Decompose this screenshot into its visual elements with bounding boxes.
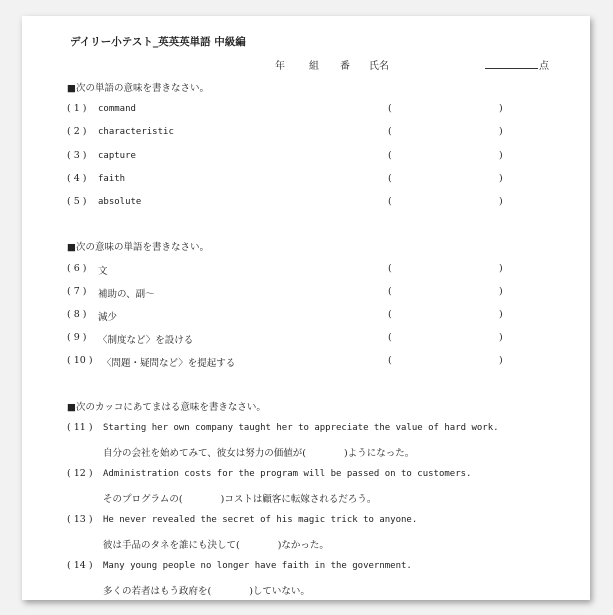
question-number: ( 8 ): [67, 309, 87, 320]
answer-paren-close: ): [499, 355, 503, 366]
question-meaning: 文: [98, 266, 108, 277]
japanese-sentence[interactable]: 彼は手品のタネを誰にも決して( )なかった。: [103, 540, 329, 551]
answer-field[interactable]: [396, 330, 496, 344]
japanese-sentence[interactable]: 自分の会社を始めてみて、彼女は努力の価値が( )ようになった。: [103, 448, 415, 459]
section3-heading: ■次のカッコにあてまはる意味を書きなさい。: [67, 402, 266, 413]
score-label: 点: [539, 61, 549, 72]
question-meaning: 〈問題・疑問など〉を提起する: [102, 358, 236, 369]
question-meaning: 〈制度など〉を設ける: [98, 335, 194, 346]
question-meaning: 補助の、副～: [98, 289, 155, 300]
question-word: absolute: [98, 197, 142, 207]
question-word: command: [98, 104, 136, 114]
score-blank[interactable]: [485, 58, 538, 69]
question-number: ( 1 ): [67, 103, 87, 114]
answer-field[interactable]: [396, 261, 496, 275]
answer-field[interactable]: [396, 101, 496, 115]
question-number: ( 7 ): [67, 286, 87, 297]
answer-paren-close: ): [499, 196, 503, 207]
answer-paren-open: (: [388, 173, 392, 184]
answer-paren-close: ): [499, 332, 503, 343]
number-label: 番: [340, 61, 350, 72]
year-label: 年: [275, 61, 285, 72]
question-number: ( 12 ): [67, 468, 93, 479]
question-number: ( 2 ): [67, 126, 87, 137]
answer-paren-open: (: [388, 263, 392, 274]
english-sentence: Starting her own company taught her to appreciate the value of hard work.: [103, 423, 499, 433]
question-number: ( 6 ): [67, 263, 87, 274]
answer-paren-open: (: [388, 150, 392, 161]
japanese-sentence[interactable]: そのプログラムの( )コストは顧客に転嫁されるだろう。: [103, 494, 377, 505]
answer-paren-close: ): [499, 103, 503, 114]
answer-paren-open: (: [388, 103, 392, 114]
section1-heading: ■次の単語の意味を書きなさい。: [67, 83, 209, 94]
question-number: ( 10 ): [67, 355, 93, 366]
name-label: 氏名: [369, 61, 389, 72]
section2-heading: ■次の意味の単語を書きなさい。: [67, 242, 209, 253]
answer-paren-close: ): [499, 263, 503, 274]
worksheet-title: デイリー小テスト_英英英単語 中級編: [70, 36, 246, 48]
question-number: ( 13 ): [67, 514, 93, 525]
answer-field[interactable]: [396, 194, 496, 208]
answer-paren-open: (: [388, 286, 392, 297]
answer-paren-close: ): [499, 126, 503, 137]
answer-field[interactable]: [396, 171, 496, 185]
answer-field[interactable]: [396, 148, 496, 162]
question-number: ( 4 ): [67, 173, 87, 184]
english-sentence: Administration costs for the program will be passed on to customers.: [103, 469, 472, 479]
answer-field[interactable]: [396, 284, 496, 298]
question-number: ( 14 ): [67, 560, 93, 571]
question-word: faith: [98, 174, 126, 184]
answer-paren-open: (: [388, 355, 392, 366]
answer-paren-close: ): [499, 286, 503, 297]
answer-paren-open: (: [388, 196, 392, 207]
answer-paren-open: (: [388, 309, 392, 320]
answer-paren-close: ): [499, 173, 503, 184]
question-meaning: 減少: [98, 312, 118, 323]
answer-paren-open: (: [388, 332, 392, 343]
worksheet-page: [22, 16, 590, 600]
question-number: ( 5 ): [67, 196, 87, 207]
question-number: ( 3 ): [67, 150, 87, 161]
english-sentence: Many young people no longer have faith in the government.: [103, 561, 412, 571]
answer-paren-open: (: [388, 126, 392, 137]
english-sentence: He never revealed the secret of his magic trick to anyone.: [103, 515, 418, 525]
answer-paren-close: ): [499, 150, 503, 161]
class-label: 組: [309, 61, 319, 72]
answer-field[interactable]: [396, 124, 496, 138]
question-number: ( 11 ): [67, 422, 93, 433]
question-word: capture: [98, 151, 136, 161]
answer-paren-close: ): [499, 309, 503, 320]
japanese-sentence[interactable]: 多くの若者はもう政府を( )していない。: [103, 586, 310, 597]
answer-field[interactable]: [396, 353, 496, 367]
answer-field[interactable]: [396, 307, 496, 321]
question-word: characteristic: [98, 127, 174, 137]
question-number: ( 9 ): [67, 332, 87, 343]
